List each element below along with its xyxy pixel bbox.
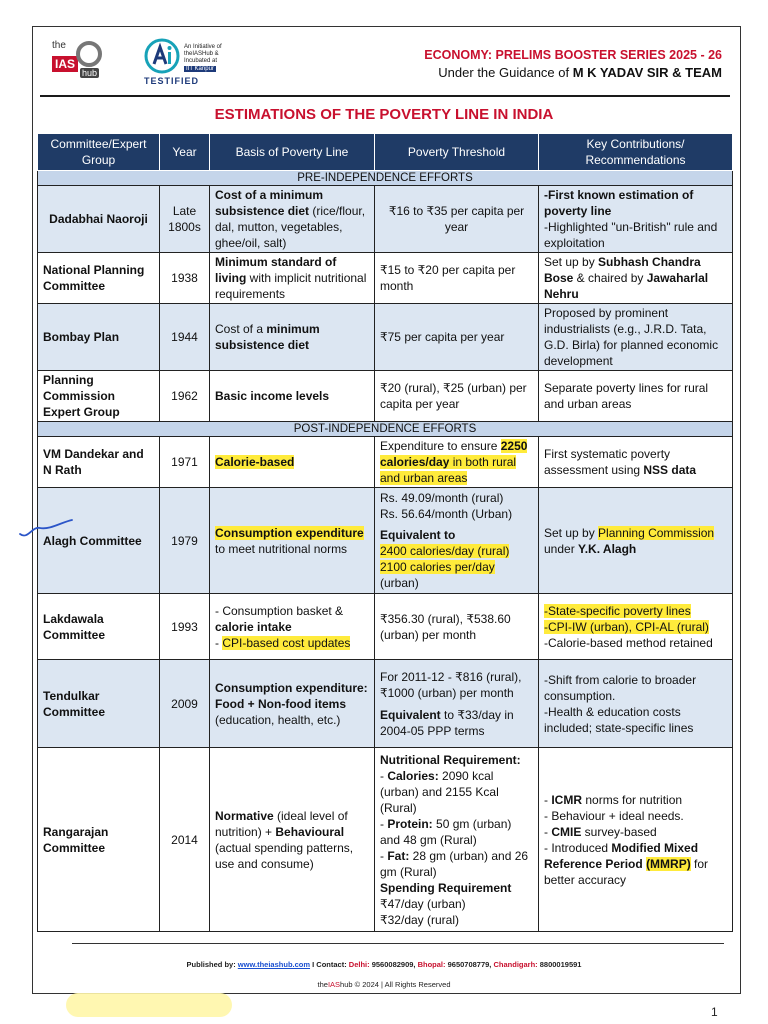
footer-copyright — [0, 980, 768, 989]
contrib-highlight: (MMRP) — [646, 856, 691, 871]
basis-highlight: Consumption expenditure — [215, 525, 364, 540]
table-row — [38, 660, 733, 748]
basis-bold: Minimum standard of living — [215, 255, 337, 285]
threshold: ₹356.30 (rural), ₹538.60 (urban) per month — [375, 594, 539, 660]
basis — [210, 748, 375, 932]
table-row — [38, 253, 733, 304]
committee-name: Tendulkar Committee — [38, 660, 160, 748]
pen-mark-icon — [18, 516, 76, 542]
committee-name: National Planning Committee — [38, 253, 160, 304]
basis-text: - — [215, 635, 223, 650]
threshold-text: ₹32/day (rural) — [380, 912, 459, 927]
series-title: ECONOMY: PRELIMS BOOSTER SERIES 2025 - 26 — [424, 48, 722, 62]
logo-ias: IAS — [52, 56, 78, 72]
threshold-text: Rs. 56.64/month (Urban) — [380, 507, 513, 521]
logo-hub: hub — [82, 68, 98, 78]
year: 2014 — [160, 748, 210, 932]
guidance-name: M K YADAV SIR & TEAM — [572, 65, 722, 80]
copyright-ias: IAS — [327, 980, 341, 989]
threshold — [375, 488, 539, 594]
theiashub-logo — [52, 38, 104, 86]
threshold-highlight: 2400 calories/day (rural) — [380, 544, 510, 558]
delhi-label: Delhi: — [348, 960, 370, 969]
contributions — [539, 437, 733, 488]
col-header-contributions: Key Contributions/ Recommendations — [539, 134, 733, 171]
contrib-text: - Introduced — [544, 840, 612, 855]
threshold: ₹15 to ₹20 per capita per month — [375, 253, 539, 304]
threshold-bold: Spending Requirement — [380, 880, 512, 895]
basis — [210, 660, 375, 748]
basis — [210, 304, 375, 371]
year: 2009 — [160, 660, 210, 748]
basis — [210, 186, 375, 253]
basis-highlight: Calorie-based — [215, 455, 295, 469]
threshold-text: 2090 kcal (urban) and 2155 Kcal (Rural) — [380, 768, 499, 815]
threshold-text: Expenditure to ensure — [380, 439, 501, 453]
threshold-text: Rs. 49.09/month (rural) — [380, 491, 504, 505]
threshold-bold: Nutritional Requirement: — [380, 752, 521, 767]
basis-text: (rice/flour, dal, mutton, vegetables, ghee/oil, salt) — [215, 204, 366, 250]
threshold — [375, 660, 539, 748]
contrib-text: & chaired by — [573, 271, 647, 285]
contrib-highlight: -CPI-IW (urban), CPI-AL (rural) — [544, 619, 709, 634]
contrib-text: under — [544, 541, 579, 556]
threshold — [375, 437, 539, 488]
footer-contact — [0, 960, 768, 969]
threshold: ₹20 (rural), ₹25 (urban) per capita per year — [375, 371, 539, 422]
logo-ring-icon — [76, 41, 102, 67]
contrib-text: - Behaviour + ideal needs. — [544, 808, 684, 823]
contrib-text: Set up by — [544, 525, 599, 540]
contributions: Separate poverty lines for rural and urban areas — [539, 371, 733, 422]
ai-logo-icon — [144, 38, 180, 74]
basis-text: (ideal level of nutrition) + — [215, 808, 348, 839]
threshold — [375, 748, 539, 932]
col-header-basis: Basis of Poverty Line — [210, 134, 375, 171]
committee-name: Planning Commission Expert Group — [38, 371, 160, 422]
basis-bold: Consumption expenditure: — [215, 680, 368, 695]
committee-name: Bombay Plan — [38, 304, 160, 371]
section-label-post: POST-INDEPENDENCE EFFORTS — [38, 422, 733, 437]
threshold: ₹16 to ₹35 per capita per year — [375, 186, 539, 253]
col-header-committee: Committee/Expert Group — [38, 134, 160, 171]
contrib-bold: CMIE — [551, 824, 582, 839]
contrib-bold: -First known estimation of poverty line — [544, 188, 694, 218]
contrib-text: -Health & education costs included; state-specific lines — [544, 704, 694, 735]
contrib-text: - — [544, 792, 552, 807]
contrib-text: First systematic poverty assessment using — [544, 447, 671, 477]
contrib-bold: Subhash Chandra Bose — [544, 255, 701, 285]
threshold-text: For 2011-12 - ₹816 (rural), ₹1000 (urban) per month — [380, 669, 522, 700]
threshold-text: - — [380, 848, 388, 863]
basis-text: (education, health, etc.) — [215, 712, 341, 727]
committee-name: VM Dandekar and N Rath — [38, 437, 160, 488]
basis-bold: minimum subsistence diet — [215, 322, 320, 352]
contributions: Proposed by prominent industrialists (e.g., J.R.D. Tata, G.D. Birla) for planned economic development — [539, 304, 733, 371]
committee-name: Alagh Committee — [38, 488, 160, 594]
contrib-highlight: Planning Commission — [598, 525, 715, 540]
table-row — [38, 488, 733, 594]
basis-bold: Cost of a minimum subsistence diet — [215, 188, 324, 218]
threshold: ₹75 per capita per year — [375, 304, 539, 371]
threshold-highlight: in both rural and urban areas — [380, 455, 517, 485]
section-row-post — [38, 422, 733, 437]
basis — [210, 594, 375, 660]
chandigarh-phone: 8800019591 — [537, 960, 582, 969]
bhopal-phone: 9650708779, — [445, 960, 494, 969]
contributions — [539, 594, 733, 660]
page-header — [52, 38, 722, 90]
contributions — [539, 748, 733, 932]
initiative-text: An Initiative of theIASHub & Incubated at — [184, 44, 222, 64]
contact-label: I Contact: — [310, 960, 349, 969]
contrib-bold: ICMR — [551, 792, 583, 807]
basis-bold: Normative — [215, 808, 274, 823]
threshold-text: 28 gm (urban) and 26 gm (Rural) — [380, 848, 529, 879]
table-row — [38, 748, 733, 932]
highlighter-smudge — [66, 993, 232, 1017]
committee-name: Dadabhai Naoroji — [38, 186, 160, 253]
year: 1993 — [160, 594, 210, 660]
contrib-text: for better accuracy — [544, 856, 709, 887]
threshold-text: 50 gm (urban) and 48 gm (Rural) — [380, 816, 512, 847]
contrib-text: -Shift from calorie to broader consumption. — [544, 672, 697, 703]
iit-kanpur-badge: IIT Kanpur — [186, 66, 214, 72]
threshold-text: to ₹33/day in 2004-05 PPP terms — [380, 707, 514, 738]
threshold-text: - — [380, 768, 388, 783]
contrib-bold: Y.K. Alagh — [578, 541, 637, 556]
col-header-year: Year — [160, 134, 210, 171]
table-row — [38, 437, 733, 488]
year: 1944 — [160, 304, 210, 371]
contrib-bold: Modified Mixed Reference Period — [544, 840, 699, 871]
threshold-text: ₹47/day (urban) — [380, 896, 466, 911]
threshold-bold: Protein: — [387, 816, 433, 831]
contrib-text: -Calorie-based method retained — [544, 635, 713, 650]
threshold-highlight-bold: 2250 calories/day — [380, 439, 528, 469]
year: Late 1800s — [160, 186, 210, 253]
guidance-line — [438, 65, 722, 80]
basis-bold: Behavioural — [275, 824, 345, 839]
header-divider — [40, 95, 730, 97]
basis: Basic income levels — [210, 371, 375, 422]
basis-text: (actual spending patterns, use and consume) — [215, 840, 354, 871]
basis-text: with implicit nutritional requirements — [215, 271, 367, 301]
basis-bold: Food + Non-food items — [215, 696, 346, 711]
copyright-text: hub © 2024 | All Rights Reserved — [340, 980, 451, 989]
table-row — [38, 304, 733, 371]
contrib-bold: Jawaharlal Nehru — [544, 271, 709, 301]
footer-divider — [72, 943, 724, 944]
document-title: ESTIMATIONS OF THE POVERTY LINE IN INDIA — [214, 106, 554, 123]
basis — [210, 437, 375, 488]
section-row-pre — [38, 171, 733, 186]
guidance-prefix: Under the Guidance of — [438, 65, 573, 80]
contrib-text: -Highlighted "un-British" rule and exploitation — [544, 220, 718, 250]
contributions — [539, 186, 733, 253]
testified-logo — [144, 38, 234, 88]
table-row — [38, 371, 733, 422]
threshold-bold: Equivalent to — [380, 528, 456, 542]
chandigarh-label: Chandigarh: — [493, 960, 538, 969]
basis-text: to meet nutritional norms — [215, 541, 348, 556]
contrib-text: survey-based — [581, 824, 657, 839]
table-header-row — [38, 134, 733, 171]
contributions — [539, 660, 733, 748]
basis — [210, 488, 375, 594]
delhi-phone: 9560082909, — [369, 960, 418, 969]
table-row — [38, 594, 733, 660]
table-row — [38, 186, 733, 253]
year: 1971 — [160, 437, 210, 488]
published-label: Published by: — [186, 960, 238, 969]
year: 1938 — [160, 253, 210, 304]
contrib-text: Set up by — [544, 255, 599, 269]
year: 1979 — [160, 488, 210, 594]
basis-bold: calorie intake — [215, 619, 292, 634]
year: 1962 — [160, 371, 210, 422]
committee-name: Lakdawala Committee — [38, 594, 160, 660]
basis-text: Cost of a — [215, 322, 267, 336]
copyright-the: the — [317, 980, 328, 989]
threshold-text: - — [380, 816, 388, 831]
contrib-bold: NSS data — [643, 463, 697, 477]
threshold-highlight: 2100 calories per/day — [380, 560, 495, 574]
threshold-bold: Equivalent — [380, 707, 441, 722]
basis-highlight: CPI-based cost updates — [222, 635, 351, 650]
committee-name: Rangarajan Committee — [38, 748, 160, 932]
section-label-pre: PRE-INDEPENDENCE EFFORTS — [38, 171, 733, 186]
contrib-highlight: -State-specific poverty lines — [544, 603, 691, 618]
contributions — [539, 488, 733, 594]
logo-the: the — [52, 40, 66, 51]
bhopal-label: Bhopal: — [417, 960, 446, 969]
threshold-bold: Calories: — [387, 768, 439, 783]
poverty-line-table — [37, 133, 733, 932]
testified-word: TESTIFIED — [144, 76, 200, 86]
website-link[interactable]: www.theiashub.com — [237, 960, 311, 969]
contrib-text: norms for nutrition — [582, 792, 683, 807]
basis-text: - Consumption basket & — [215, 603, 344, 618]
page-number: 1 — [711, 1005, 718, 1019]
contrib-text: - — [544, 824, 552, 839]
col-header-threshold: Poverty Threshold — [375, 134, 539, 171]
threshold-bold: Fat: — [387, 848, 410, 863]
threshold-text: (urban) — [380, 576, 419, 590]
contributions — [539, 253, 733, 304]
basis — [210, 253, 375, 304]
